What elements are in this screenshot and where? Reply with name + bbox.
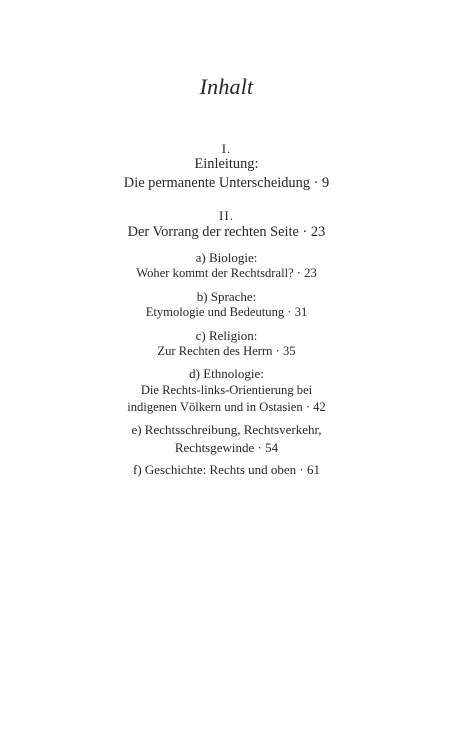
section-b-heading: b) Sprache: (196, 289, 257, 304)
chapter-1-subtitle: Die permanente Unterscheidung · 9 (123, 175, 330, 191)
chapter-1-title: Einleitung: (194, 156, 259, 172)
section-d-entry-line-2: indigenen Völkern und in Ostasien · 42 (127, 400, 326, 414)
chapter-2-numeral: II. (219, 208, 234, 223)
section-d-heading: d) Ethnologie: (189, 366, 264, 381)
toc-title: Inhalt (199, 74, 254, 99)
section-a-entry: Woher kommt der Rechtsdrall? · 23 (136, 266, 317, 280)
section-f-entry: f) Geschichte: Rechts und oben · 61 (132, 462, 320, 477)
section-c-heading: c) Religion: (195, 328, 258, 343)
section-a-heading: a) Biologie: (195, 250, 258, 265)
section-c-entry: Zur Rechten des Herrn · 35 (157, 344, 296, 358)
section-d-entry-line-1: Die Rechts-links-Orientierung bei (140, 383, 313, 397)
section-b-entry: Etymologie und Bedeutung · 31 (145, 305, 308, 319)
chapter-2-title: Der Vorrang der rechten Seite · 23 (127, 224, 326, 240)
chapter-1-numeral: I. (221, 141, 232, 156)
section-e-heading: e) Rechtsschreibung, Rechtsverkehr, (131, 422, 322, 437)
section-e-entry: Rechtsgewinde · 54 (174, 440, 279, 455)
